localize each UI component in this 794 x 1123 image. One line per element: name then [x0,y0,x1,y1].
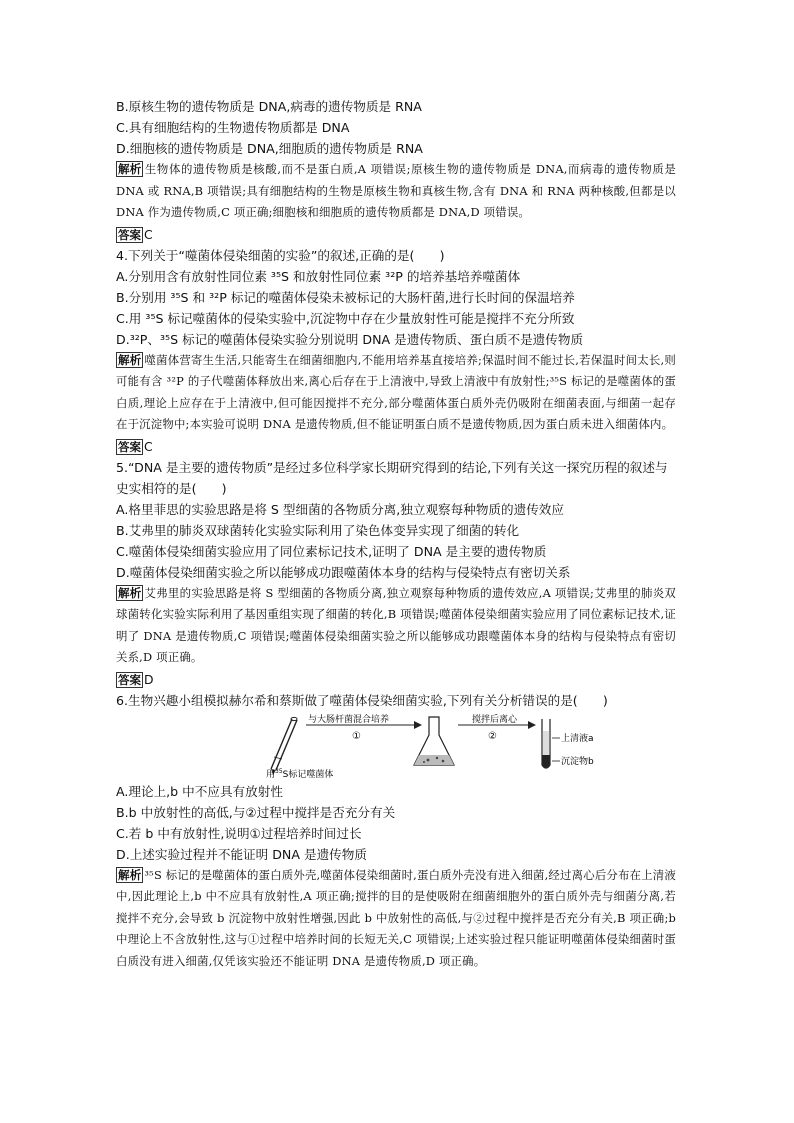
q4-option-c: C.用 ³⁵S 标记噬菌体的侵染实验中,沉淀物中存在少量放射性可能是搅拌不充分所致 [116,310,575,326]
q6-option-a: A.理论上,b 中不应具有放射性 [116,783,283,799]
answer-tag: 答案 [118,672,141,687]
q4-option-d: D.³²P、³⁵S 标记的噬菌体侵染实验分别说明 DNA 是遗传物质、蛋白质不是遗传物质 [116,331,584,347]
q3-option-d: D.细胞核的遗传物质是 DNA,细胞质的遗传物质是 RNA [116,141,423,156]
q5-answer [116,669,676,690]
step-2-label: 搅拌后离心 [472,714,518,725]
q3-answer-value: C [144,226,153,242]
q5-explanation [116,583,676,669]
q5-option-d: D.噬菌体侵染细菌实验之所以能够成功跟噬菌体本身的结构与侵染特点有密切关系 [116,564,571,580]
answer-tag: 答案 [118,227,141,242]
q3-explanation [116,159,676,224]
phage-label-prefix: 用 [266,769,276,779]
q3-option-c: C.具有细胞结构的生物遗传物质都是 DNA [116,120,350,135]
arrow-step-1 [306,713,422,742]
q4-explanation-text: 噬菌体营寄生生活,只能寄生在细菌细胞内,不能用培养基直接培养;保温时间不能过长,若保温时间太长,则可能有含 ³²P 的子代噬菌体释放出来,离心后存在于上清液中,导致上清液中有放射性;³⁵S 标记的是噬菌体的蛋白质,理论上应存在于上清液中,但可能因搅拌不充分,部分噬菌体蛋白质外壳仍吸附在细菌表面,与细菌一起存在于沉淀物中;本实验可说明 DNA 是遗传物质,但不能证明蛋白质不是遗传物质,因为蛋白质未进入细菌体内。 [116,352,676,431]
phage-label-rest: S标记噬菌体 [282,769,334,779]
q4-answer-value: C [144,438,153,454]
step-1-number: ① [352,730,361,742]
q5-explanation-text: 艾弗里的实验思路是将 S 型细菌的各物质分离,独立观察每种物质的遗传效应,A 项错误;艾弗里的肺炎双球菌转化实验实际利用了基因重组实现了细菌的转化,B 项错误;噬菌体侵染细菌实验应用了同位素标记技术,证明了 DNA 是遗传物质,C 项错误;噬菌体侵染细菌实验之所以能够成功跟噬菌体本身的结构与侵染特点有密切关系,D 项正确。 [116,585,676,664]
q5-answer-value: D [144,671,154,687]
supernatant-label: 上清液a [561,733,594,744]
labeled-phage-tube-icon [271,717,297,775]
step-2-number: ② [488,730,497,742]
q6-option-d: D.上述实验过程并不能证明 DNA 是遗传物质 [116,846,367,862]
q4-option-a: A.分别用含有放射性同位素 ³⁵S 和放射性同位素 ³²P 的培养基培养噬菌体 [116,268,521,284]
q5-stem: 5.“DNA 是主要的遗传物质”是经过多位科学家长期研究得到的结论,下列有关这一探究历程的叙述与史实相符的是( ) [116,459,668,496]
q4-answer [116,436,676,457]
q6-explanation [116,865,676,973]
experiment-figure [116,713,676,779]
q4-explanation [116,350,676,436]
explanation-tag: 解析 [118,352,142,367]
answer-tag: 答案 [118,439,141,454]
phage-label [266,768,333,779]
centrifuge-tube-icon [542,719,594,768]
q6-stem: 6.生物兴趣小组模拟赫尔希和蔡斯做了噬菌体侵染细菌实验,下列有关分析错误的是( ) [116,692,608,708]
sediment-label: 沉淀物b [561,756,594,767]
q6-explanation-text: ³⁵S 标记的是噬菌体的蛋白质外壳,噬菌体侵染细菌时,蛋白质外壳没有进入细菌,经过离心后分布在上清液中,因此理论上,b 中不应具有放射性,A 项正确;搅拌的目的是使吸附在细菌细胞外的蛋白质外壳与细菌分离,若搅拌不充分,会导致 b 沉淀物中放射性增强,因此 b 中放射性的高低,与②过程中搅拌是否充分有关,B 项正确;b 中理论上不含放射性,这与①过程中培养时间的长短无关,C 项错误;上述实验过程只能证明噬菌体侵染细菌时蛋白质没有进入细菌,仅凭该实验还不能证明 DNA 是遗传物质,D 项正确。 [116,867,676,968]
explanation-tag: 解析 [118,585,142,600]
arrow-step-2 [458,713,536,742]
q4-option-b: B.分别用 ³⁵S 和 ³²P 标记的噬菌体侵染未被标记的大肠杆菌,进行长时间的保温培养 [116,289,575,305]
q6-option-b: B.b 中放射性的高低,与②过程中搅拌是否充分有关 [116,804,396,820]
q4-stem: 4.下列关于“噬菌体侵染细菌的实验”的叙述,正确的是( ) [116,247,445,263]
q3-answer [116,224,676,245]
q6-option-c: C.若 b 中有放射性,说明①过程培养时间过长 [116,825,362,841]
explanation-tag: 解析 [118,162,142,176]
q3-explanation-text: 生物体的遗传物质是核酸,而不是蛋白质,A 项错误;原核生物的遗传物质是 DNA,而病毒的遗传物质是 DNA 或 RNA,B 项错误;具有细胞结构的生物是原核生物和真核生物,含有 DNA 和 RNA 两种核酸,但都是以 DNA 作为遗传物质,C 项正确;细胞核和细胞质的遗传物质都是 DNA,D 项错误。 [116,162,676,219]
experiment-diagram [116,713,676,779]
phage-label-isotope: 35 [275,767,283,775]
explanation-tag: 解析 [118,867,142,882]
q3-option-b: B.原核生物的遗传物质是 DNA,病毒的遗传物质是 RNA [116,99,422,114]
page [116,96,676,972]
q5-option-b: B.艾弗里的肺炎双球菌转化实验实际利用了染色体变异实现了细菌的转化 [116,522,520,538]
step-1-label: 与大肠杆菌混合培养 [308,714,390,725]
q5-option-a: A.格里菲思的实验思路是将 S 型细菌的各物质分离,独立观察每种物质的遗传效应 [116,501,564,517]
q5-option-c: C.噬菌体侵染细菌实验应用了同位素标记技术,证明了 DNA 是主要的遗传物质 [116,543,547,559]
